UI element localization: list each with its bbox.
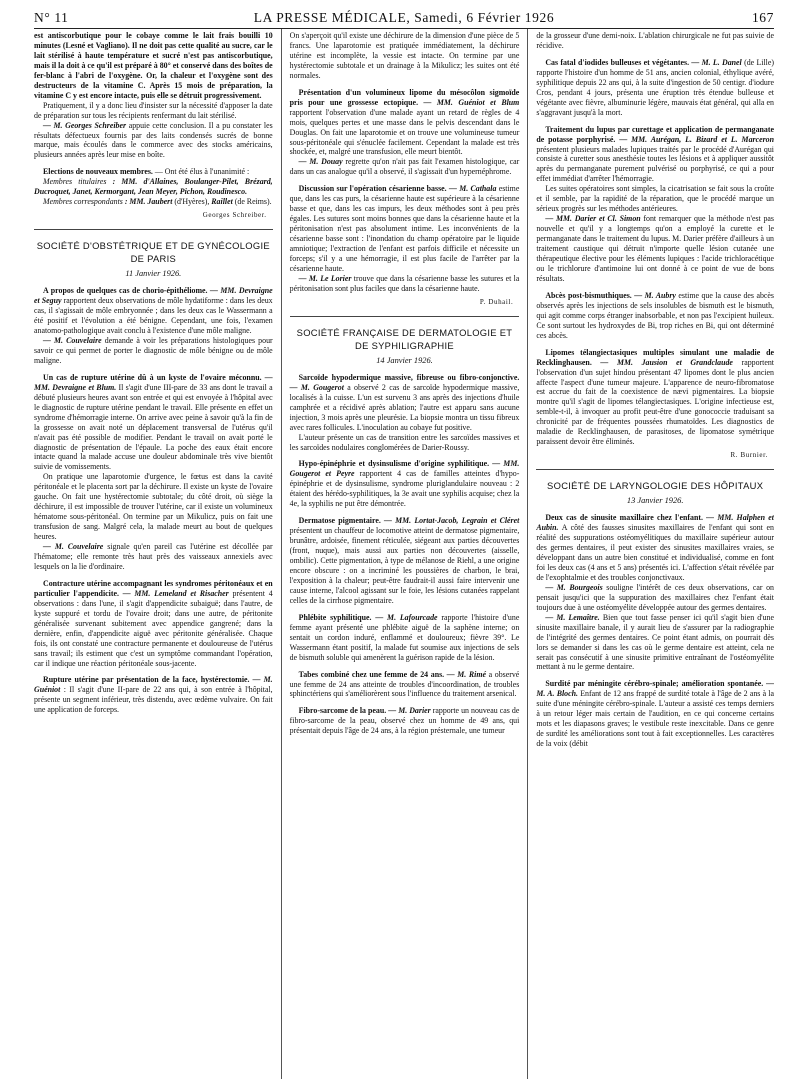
session-date: 14 Janvier 1926. [376,355,433,365]
paragraph-text: appuie cette conclusion. Il a pu constater les résultats défectueux fournis par des laits condensés sucrés de bonne marque, mais écoulés dans le commerce avec des stocks américains, plusieurs années après leur mise en boîte. [34,120,273,160]
article-heading: Deux cas de sinusite maxillaire chez l'enfant. [545,513,703,523]
paragraph: L'auteur présente un cas de transition entre les sarcoïdes massives et les sarcoïdes nodulaires conglomérées de Darier-Roussy. [289,432,520,452]
author-name: — MM. Halphen et Aubin. [536,513,774,533]
author-name: — M. Douay [298,157,343,167]
article-heading: Phlébite syphilitique. [298,612,372,622]
article-heading: Hypo-épinéphrie et dysinsulisme d'origine syphilitique. [298,459,490,469]
paragraph-text: rapporte l'histoire d'une femme ayant présenté une phlébite aiguë de la saphène interne; on sentait un cordon induré, enflammé et douloureux; fièvre 39°. Le Wassermann étant positif, la malade fut soumise aux injections de sels de bismuth soluble qui amenèrent la guérison rapide de la lésion. [289,612,520,662]
article [34,675,273,715]
society-title: SOCIÉTÉ FRANÇAISE DE DERMATOLOGIE ET DE SYPHILIGRAPHIE [296,326,513,351]
paragraph-text: Bien que tout fasse penser ici qu'il s'agit bien d'une sinusite maxillaire banale, il y aurait lieu de s'assurer par la radiographie de l'intégrité des germes dentaires. Ce point étant admis, on pourrait dès lors se demander si dans les cas où le germe dentaire est atteint, cela ne serait pas consécutif à une sinusite primitive entraînant de l'ostéomyélite mettant à nu le germe dentaire. [536,612,774,672]
article-heading: Discussion sur l'opération césarienne basse. [298,184,447,194]
article [290,373,520,433]
article [536,58,774,118]
author-name: — M. Lemaître. [545,612,600,622]
article-heading: Tabes combiné chez une femme de 24 ans. [298,669,445,679]
paragraph-text: font remarquer que la méthode n'est pas nouvelle et qu'il y a longtemps qu'on a employé la curette et le permanganate dans le traitement du lupus. M. Darier préfère d'ailleurs à un traitement caustique qui détruit n'importe quelle lésion cutanée une thérapeutique élective pour les éléments lupiques : l'acide trichloracétique ou le trichlorure d'antimoine lui ont donné à ce point de vue de bons résultats. [536,214,774,283]
paragraph-text: rapporte un nouveau cas de fibro-sarcome de la peau, observé chez un homme de 49 ans, qui présentait depuis l'âge de 24 ans, à la région présternale, une tumeur [289,706,520,736]
paragraph: On pratique une laparotomie d'urgence, le fœtus est dans la cavité péritonéale et le placenta sort par la déchirure. Il existe un kyste de l'ovaire gauche. On fait une hystérectomie subtotale; du côté droit, où siège la déchirure, il est impossible de trouver l'utérine, car il existe un volumineux hématome sous-péritonéal. On termine par un Mikulicz, puis on fait une transfusion de sang. Malgré cela, la malade meurt au bout de quelques heures. [34,472,273,542]
paragraph-text: demande à voir les préparations histologiques pour savoir ce qui permet de porter le diagnostic de môle bénigne ou de môle maligne. [34,335,273,365]
signature: R. Burnier. [730,451,768,460]
journal-title: LA PRESSE MÉDICALE, Samedi, 6 Février 1926 [253,10,555,25]
paragraph: On s'aperçoit qu'il existe une déchirure de la dimension d'une pièce de 5 francs. Une laparotomie est pratiquée immédiatement, la déchirure utérine est incomplète, la vessie est intacte. On termine par une hystérectomie subtotale et un drainage à la Mikulicz; les suites ont été normales. [289,31,520,80]
paragraph-text: trouve que dans la césarienne basse les sutures et la péritonisation sont plus faciles que dans la césarienne haute. [289,273,520,293]
label: Membres correspondants [43,197,123,207]
article [290,613,520,663]
paragraph-text: estime que la cause des abcès observés après les injections de sels insolubles de bismuth est le bismuth, qui agit comme corps étranger inabsorbable, et non pas l'excipient huileux. Ce sont surtout les hydroxydes de Bi, trop riches en Bi, qui ont déterminé ces abcès. [536,290,774,340]
article [290,706,520,736]
author-name: — MM. Jausion et Grandclaude [591,357,733,367]
author-name: — M. Cathala [446,184,497,194]
paragraph-text: rapportent l'observation d'une malade ayant un retard de règles de 4 mois, quelques pertes et une masse dans le pelvis descendant dans le Douglas. On fait une laparotomie et on trouve une volumineuse tumeur sous-péritonéale qui s'énuclée facilement. Cependant la malade est très shockée, et, malgré une transfusion, elle meurt bientôt. [289,107,520,157]
paragraph-text: regrette qu'on n'ait pas fait l'examen histologique, car dans un cas analogue qu'il a observé, il s'agissait d'un hypernéphrome. [289,157,520,177]
signature: Georges Schreiber. [202,211,267,220]
paragraph-text: rapportent 4 cas de familles atteintes d'hypo-épinéphrie et de dysinsulisme, syndrome pluriglandulaire nouveau : 2 étaient des hérédo-syphilitiques, la 3e avait une syphilis acquise; chez la 4e, la syphilis ne put être démontrée. [289,469,520,509]
author-name: — M. Bourgeois [545,582,603,592]
article-heading: Traitement du lupus par curettage et application de permanganate de potasse porphyrisé. [536,124,774,144]
column-left [34,29,281,1079]
place: (de Reims). [232,197,272,207]
article [290,670,520,700]
paragraph-text: estime que, dans les cas purs, la césarienne haute est supérieure à la césarienne basse et que, dans les cas impurs, les deux méthodes sont à peu près égales. Les sutures sont moins bonnes que dans la césarienne haute et la péritonisation n'est pas absolument intime. Les inconvénients de la césarienne basse sont : l'inondation du champ opératoire par le liquide amniotique; l'extraction de l'enfant est parfois difficile et nécessite un forceps; s'il y a une hémorragie, il est plus facile de l'arrêter par la césarienne haute. [289,184,520,273]
signature: P. Duhail. [479,297,514,306]
author-name: — M. Aubry [631,290,676,300]
paragraph-text: — Ont été élus à l'unanimité : [152,167,250,177]
paragraph-text: (de Lille) rapporte l'histoire d'un homme de 51 ans, ancien colonial, éthylique avéré, syphilitique depuis 22 ans qui, à la suite d'ingestion de 50 centigr. d'iodure Cros, pendant 4 jours, présenta une éruption très étendue bulleuse et végétante avec fièvre, albuminurie légère, mauvais état général, qui alla en s'aggravant jusqu'à la mort. [536,57,774,117]
paragraph-text: A côté des fausses sinusites maxillaires de l'enfant qui sont en réalité des suppurations ostéomyélitiques du maxillaire supérieur autour des germes dentaires, il peut exister des sinusites maxillaires vraies, se développant dans un autre bien constitué et individualisé, comme en font foi les deux cas (4 ans et 5 ans) présentés ici. L'affection s'était révélée par de l'exophtalmie et des troubles conjonctivaux. [536,523,774,582]
paragraph-text: : Il s'agit d'une II-pare de 22 ans qui, à son entrée à l'hôpital, présente un segment inférieur, très distendu, avec œdème vulvaire. On fait une application de forceps. [34,685,273,715]
article [536,291,774,341]
article [34,579,273,669]
society-title: SOCIÉTÉ D'OBSTÉTRIQUE ET DE GYNÉCOLOGIE DE PARIS [36,240,270,265]
paragraph-text: Il s'agit d'une III-pare de 33 ans dont le travail a débuté plusieurs heures avant son entrée et qui est envoyée à l'hôpital avec le diagnostic de rupture utérine pendant le travail. Elle présente en effet un syndrome d'hémorragie interne. On arrive avec peine à savoir qu'à la fin de la grossesse on avait noté un déplacement transversal de l'utérus qu'il n'avait pas été possible de modifier. Pendant le travail on avait porté le diagnostic de présentation de l'épaule. La poche des eaux était encore intacte quand la malade accuse une douleur abdominale très vive bientôt suivie de vomissements. [34,382,273,472]
member-names: : MM. d'Allaines, Boulanger-Pilet, Brézard, Ducroquet, Janet, Kermorgant, Jean Meyer, Pichon, Roudinesco. [34,177,273,197]
columns [34,29,774,1079]
article [290,516,520,606]
members-list [34,177,273,197]
article-heading: Abcès post-bismuthiques. [545,290,632,300]
author-name: — MM. Aurégan, L. Bizard et L. Marceron [615,134,774,144]
paragraph [34,121,273,161]
article-heading: Rupture utérine par présentation de la face, hystérectomie. [43,675,250,685]
article-heading: Dermatose pigmentaire. [298,516,381,526]
paragraph [34,336,273,366]
paragraph: de la grosseur d'une demi-noix. L'ablation chirurgicale ne fut pas suivie de récidive. [536,31,774,50]
paragraph: Les suites opératoires sont simples, la cicatrisation se fait sous la croûte et il semble, par la rapidité de la réparation, que le procédé marque un sérieux progrès sur les méthodes antérieures. [536,184,774,214]
author-name: — M. Darier [386,706,431,716]
paragraph [536,214,774,284]
author-name: — MM. Gougerot et Peyre [289,459,520,479]
paragraph: Pratiquement, il y a donc lieu d'insister sur la nécessité d'apposer la date de préparation sur tous les récipients renfermant du lait stérilisé. [34,100,273,120]
author-name: — M. Couvelaire [43,335,102,345]
paragraph [290,274,520,294]
article [536,679,774,749]
article [34,286,273,336]
section-heading: Elections de nouveaux membres. [43,167,153,177]
paragraph [536,613,774,673]
article-heading: Lipomes télangiectasiques multiples simulant une maladie de Recklinghausen. [536,347,774,367]
paragraph-text: rapportent deux observations de môle hydatiforme : dans les deux cas, il s'agissait de môle embryonnée ; dans les deux cas le Wassermann a été positif et l'évolution a été bénigne. Cependant, une fois, l'examen anatomo-pathologique avait conclu à l'existence d'une môle maligne. [34,296,273,336]
article-heading: Contracture utérine accompagnant les syndromes péritonéaux et en particulier l'appendicite. [34,578,273,598]
article-heading: Cas fatal d'iodides bulleuses et végétantes. [545,57,690,67]
members-list [34,197,273,207]
paragraph-text: présentent un chauffeur de locomotive atteint de dermatose pigmentaire, brunâtre, ardoisée, finement réticulée, siégeant aux parties découvertes (front, nuque), mais aussi aux parties non découvertes (aisselle, ombilic). Cette pigmentation, à type de mélanose de Riehl, a une origine encore obscure : on a incriminé les poussières de charbon, le brai, l'exposition à la chaleur; peut-être faudrait-il aussi faire intervenir une cause interne, l'alcool agissant sur le foie, les lésions cutanées rappelant celles de la cirrhose pigmentaire. [289,526,520,605]
paragraph [290,157,520,177]
member-names: : MM. Jaubert [122,197,173,207]
paragraph-text: a observé une femme de 24 ans atteinte de troubles d'incoordination, de troubles sphinctériens qui s'améliorèrent sous l'influence du traitement arsenical. [289,669,520,699]
paragraph-text: signale qu'en pareil cas l'utérine est décollée par l'hématome; elle remonte très haut près des vaisseaux annexiels avec lesquels on la lie d'ordinaire. [34,542,273,571]
session-date: 13 Janvier 1926. [626,496,684,506]
article-heading: Un cas de rupture utérine dû à un kyste de l'ovaire méconnu. [43,372,262,382]
author-name: — MM. Lemeland et Risacher [118,588,229,598]
author-name: — M. A. Bloch. [536,679,774,699]
divider [34,229,273,230]
page-header [34,0,774,29]
article-heading: Surdité par méningite cérébro-spinale; amélioration spontanée. [545,679,764,689]
author-name: — MM. Devraigne et Seguy [34,286,273,306]
place: (d'Hyères), [172,197,212,207]
page-number: 167 [751,10,774,25]
divider [290,316,520,317]
author-name: — MM. Guéniot et Blum [418,97,520,107]
paragraph: est antiscorbutique pour le cobaye comme le lait frais bouilli 10 minutes (Lesné et Vagliano). Il ne doit pas cette qualité au sucre, car le lait stérilisé à haute température et sucré n'est pas antiscorbutique, mais il la doit à ce qu'il est préparé à 80° et conservé dans des boîtes de fer-blanc à l'abri de l'oxygène. Or, la chaleur et l'oxygène sont des destructeurs de la vitamine C. Après 15 mois de préparation, la vitamine C y est encore intacte, puis elle se détruit progressivement. [34,31,273,100]
paragraph-text: a observé 2 cas de sarcoïde hypodermique massive, localisés à la cuisse. L'un est survenu 3 ans après des injections d'huile camphrée et a récidivé après ablation; l'autre est apparu sans aucune injection, 3 mois après une pleurésie. La biopsie montra un tissu fibreux avec rares follicules. L'inoculation au cobaye fut positive. [289,382,520,432]
society-title: SOCIÉTÉ DE LARYNGOLOGIE DES HÔPITAUX [547,480,764,492]
article [34,373,273,473]
author-name: — M. Lafourcade [371,612,438,622]
article [536,513,774,583]
paragraph [536,583,774,613]
author-name: — M. L. Danel [689,57,742,67]
label: Membres titulaires [43,177,107,187]
member-names: Raillet [211,197,233,207]
paragraph-text: présentent 4 observations : dans l'une, il s'agit d'appendicite subaiguë; dans l'autre, de kyste suppuré et tordu de l'ovaire droit; dans une autre, de péritonite généralisée survenant subitement avec appendice gangrené; dans la dernière, enfin, d'appendicite aiguë avec péritonite généralisée. Chaque fois, ils ont constaté une contracture permanente et douloureuse de l'utérus sans travail; ils estiment que c'est un symptôme commandant l'opération, car il indique une réaction péritonéale sous-jacente. [34,588,273,668]
paragraph [34,542,273,572]
paragraph-text: souligne l'intérêt de ces deux observations, car on pensait jusqu'ici que la suppuration des maxillaires chez l'enfant était toujours due à une ostéomyélite développée autour des germes dentaires. [536,582,774,612]
author-name: — M. Le Lorier [298,273,352,283]
article [290,184,520,274]
column-middle [281,29,528,1079]
paragraph-text: Enfant de 12 ans frappé de surdité totale à l'âge de 2 ans à la suite d'une méningite cérébro-spinale. L'auteur a assisté ces temps derniers à un retour léger mais certain de l'audition, en ce qui concerne certains mots et les diapasons graves; le vestibule reste inexcitable. Dans ce genre de surdité les améliorations sont tout à fait exceptionnelles. Les caractères de la voix (débit [536,689,774,749]
session-date: 11 Janvier 1926. [125,269,182,279]
author-name: — M. Couvelaire [43,542,104,552]
article-heading: A propos de quelques cas de chorio-épithéliome. [43,286,208,296]
article [536,348,774,448]
author-name: — M. Georges Schreiber [43,120,127,130]
paragraph-text: présentent plusieurs malades lupiques traités par le procédé d'Aurégan qui consiste à curetter sous anesthésie toutes les lésions et à appliquer aussitôt après du permanganate purement pulvérisé ou porphyrisé, ce qui a pour effet immédiat d'arrêter l'hémorragie. [536,144,774,184]
author-name: — M. Guéniot [34,675,273,695]
article-heading: Sarcoïde hypodermique massive, fibreuse ou fibro-conjonctive. [298,372,520,382]
issue-number: N° 11 [34,10,69,25]
column-right [527,29,774,1079]
author-name: — MM. Lortat-Jacob, Legrain et Cléret [380,516,520,526]
paragraph-text: rapportent l'observation d'un sujet hindou présentant 47 lipomes dont le plus ancien affecte l'aspect d'une tumeur majeure. L'apparence de neuro-fibromatose est accrue du fait de la coexistence de nævi pigmentaires. La biopsie montre qu'il s'agit de lipomes télangiectasiques. L'origine infectieuse est, semble-t-il, à invoquer au profit peut-être d'une gonococcie traduisant sa chronicité par de fréquentes poussées rhumatoïdes. Les diagnostics de maladie de Recklinghausen, de parasitoses, de lipomatose symétrique paraissent devoir être éliminés. [536,357,774,447]
author-name: — MM. Devraigne et Blum. [34,372,273,392]
article [290,459,520,509]
article [290,88,520,158]
author-name: — M. Rimé [444,669,486,679]
author-name: — M. Gougerot [289,382,344,392]
divider [536,469,774,470]
article-heading: Présentation d'un volumineux lipome du mésocôlon sigmoïde pris pour une grossesse ectopique. [289,87,520,107]
article [536,125,774,185]
author-name: — MM. Darier et Cl. Simon [545,214,641,224]
article-heading: Fibro-sarcome de la peau. [298,706,387,716]
elections-paragraph [34,167,273,177]
